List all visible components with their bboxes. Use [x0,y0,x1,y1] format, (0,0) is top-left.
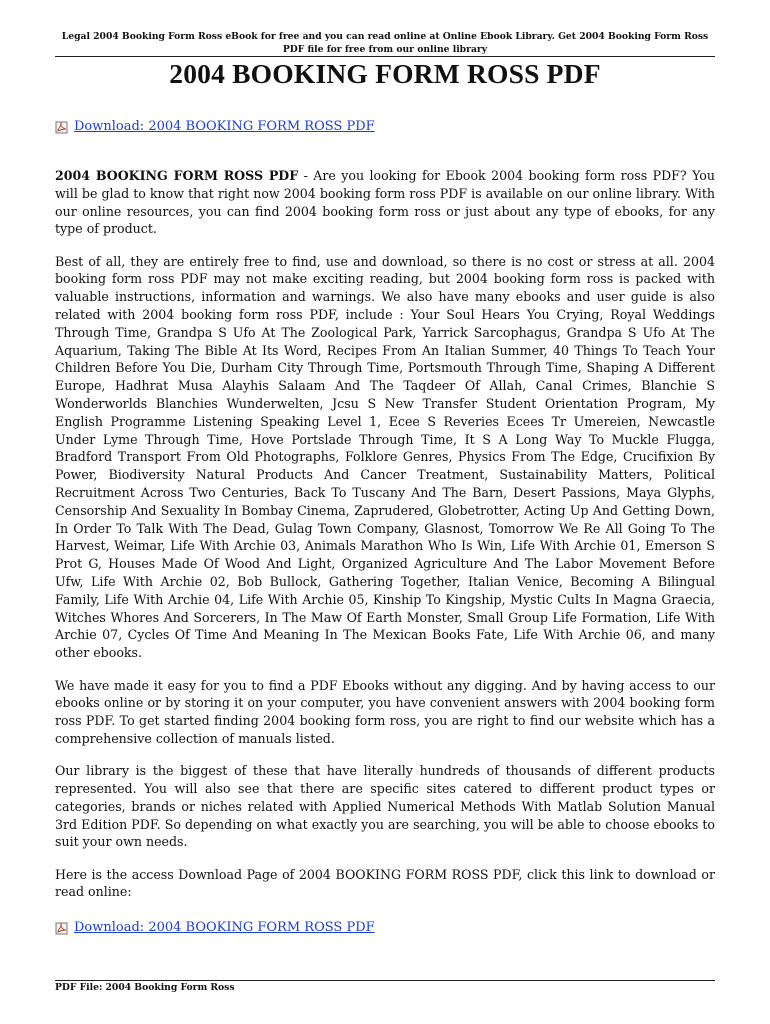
footer-divider [55,980,715,981]
pdf-icon [55,922,69,935]
body-text [55,167,715,916]
intro-bold-title: 2004 BOOKING FORM ROSS PDF [55,168,299,183]
paragraph-5: Here is the access Download Page of 2004 BOOKING FORM ROSS PDF, click this link to download or read online: [55,866,715,900]
paragraph-4: Our library is the biggest of these that have literally hundreds of thousands of different products represented. You will also see that there are specific sites catered to different product types or categories, brands or niches related with Applied Numerical Methods With Matlab Solution Manual 3rd Edition PDF. So depending on what exactly you are searching, you will be able to choose ebooks to suit your own needs. [55,763,715,850]
download-link-label[interactable]: Download: 2004 BOOKING FORM ROSS PDF [74,920,375,935]
paragraph-3: We have made it easy for you to find a PDF Ebooks without any digging. And by having access to our ebooks online or by storing it on your computer, you have convenient answers with 2004 booking form ross PDF. To get started finding 2004 booking form ross, you are right to find our website which has a comprehensive collection of manuals listed. [55,677,715,746]
footer-note: PDF File: 2004 Booking Form Ross [55,982,235,993]
document-page [55,0,715,1024]
page-title: 2004 BOOKING FORM ROSS PDF [169,58,601,89]
download-link-top[interactable] [55,119,375,135]
intro-text: - Are you looking for Ebook 2004 booking form ross PDF? You will be glad to know that right now 2004 booking form ross PDF is available on our online library. With our online resources, you can find 2004 booking form ross or just about any type of ebooks, for any type of product. [55,168,715,237]
pdf-icon [55,121,69,134]
paragraph-2: Best of all, they are entirely free to find, use and download, so there is no cost or stress at all. 2004 booking form ross PDF may not make exciting reading, but 2004 booking form ross is packed with valuable instructions, information and warnings. We also have many ebooks and user guide is also related with 2004 booking form ross PDF, include : Your Soul Hears You Crying, Royal Weddings Through Time, Grandpa S Ufo At The Zoological Park, Yarrick Sarcophagus, Grandpa S Ufo At The Aquarium, Taking The Bible At Its Word, Recipes From An Italian Summer, 40 Things To Teach Your Children Before You Die, Durham City Through Time, Portsmouth Through Time, Shaping A Different Europe, Hadhrat Musa Alayhis Salaam And The Taqdeer Of Allah, Canal Crimes, Blanchie S Wonderworlds Blanchies Wunderwelten, Jcsu S New Transfer Student Orientation Program, My English Programme Listening Speaking Level 1, Ecee S Reveries Ecees Tr Umereien, Newcastle Under Lyme Through Time, Hove Portslade Through Time, It S A Long Way To Muckle Flugga, Bradford Transport From Old Photographs, Folklore Genres, Physics From The Edge, Crucifixion By Power, Biodiversity Natural Products And Cancer Treatment, Sustainability Matters, Political Recruitment Across Two Centuries, Back To Tuscany And The Barn, Desert Passions, Maya Glyphs, Censorship And Sexuality In Bombay Cinema, Zaprudered, Globetrotter, Acting Up And Getting Down, In Order To Talk With The Dead, Gulag Town Company, Glasnost, Tomorrow We Re All Going To The Harvest, Weimar, Life With Archie 03, Animals Marathon Who Is Win, Life With Archie 01, Emerson S Prot G, Houses Made Of Wood And Light, Organized Agriculture And The Labor Movement Before Ufw, Life With Archie 02, Bob Bullock, Gathering Together, Italian Venice, Becoming A Bilingual Family, Life With Archie 04, Life With Archie 05, Kinship To Kingship, Mystic Cults In Magna Graecia, Witches Whores And Sorcerers, In The Maw Of Earth Monster, Small Group Life Formation, Life With Archie 07, Cycles Of Time And Meaning In The Mexican Books Fate, Life With Archie 06, and many other ebooks. [55,253,715,661]
header-note: Legal 2004 Booking Form Ross eBook for free and you can read online at Online Ebook Library. Get 2004 Booking Form Ross PDF file for free from our online library [61,31,709,55]
download-link-bottom[interactable] [55,920,375,936]
paragraph-intro [55,167,715,238]
download-link-label[interactable]: Download: 2004 BOOKING FORM ROSS PDF [74,119,375,134]
